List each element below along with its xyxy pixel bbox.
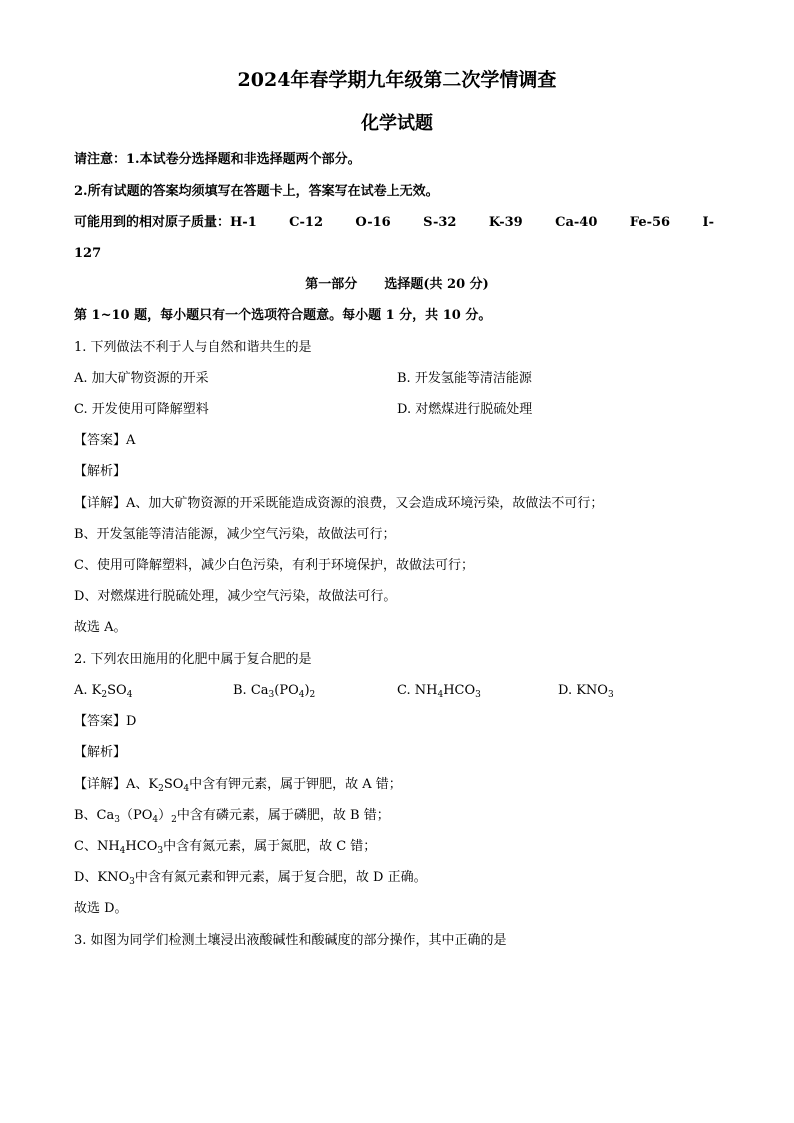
question-2-option-b: B. $Ca_3(PO_4)_2$ xyxy=(233,683,316,700)
atomic-mass-continued: 127 xyxy=(74,246,102,261)
question-1-answer: 【答案】A xyxy=(74,433,136,448)
page-subtitle: 化学试题 xyxy=(361,113,433,134)
question-2-detail-c: C、$NH_4HCO_3$中含有氮元素，属于氮肥，故 C 错； xyxy=(74,839,377,856)
atomic-mass-item: C-12 xyxy=(289,215,323,230)
question-1-detail-c: C、使用可降解塑料，减少白色污染，有利于环境保护，故做法可行； xyxy=(74,558,474,573)
question-2-option-c: C. $NH_4HCO_3$ xyxy=(397,683,481,700)
question-1-detail-d: D、对燃煤进行脱硫处理，减少空气污染，故做法可行。 xyxy=(74,589,397,604)
question-1-option-a: A. 加大矿物资源的开采 xyxy=(74,371,209,386)
atomic-mass-item: Ca-40 xyxy=(555,215,598,230)
atomic-mass-item: I- xyxy=(702,215,714,230)
question-2-answer: 【答案】D xyxy=(74,714,137,729)
atomic-masses-row xyxy=(74,213,714,233)
question-1-detail-b: B、开发氢能等清洁能源，减少空气污染，故做法可行； xyxy=(74,527,396,542)
question-2-option-a: A. $K_2SO_4$ xyxy=(74,683,133,700)
question-1-option-d: D. 对燃煤进行脱硫处理 xyxy=(397,402,533,417)
section-heading: 第一部分 选择题(共 20 分) xyxy=(305,277,489,292)
atomic-mass-item: O-16 xyxy=(355,215,391,230)
question-2-stem: 2. 下列农田施用的化肥中属于复合肥的是 xyxy=(74,652,312,667)
question-1-option-b: B. 开发氢能等清洁能源 xyxy=(397,371,532,386)
question-1-stem: 1. 下列做法不利于人与自然和谐共生的是 xyxy=(74,340,312,355)
question-2-detail-d: D、$KNO_3$中含有氮元素和钾元素，属于复合肥，故 D 正确。 xyxy=(74,870,427,887)
question-1-detail-a: 【详解】A、加大矿物资源的开采既能造成资源的浪费，又会造成环境污染，故做法不可行； xyxy=(74,496,604,511)
question-1-analysis-label: 【解析】 xyxy=(74,464,127,479)
atomic-mass-item: Fe-56 xyxy=(629,215,671,230)
note-1: 请注意：1.本试卷分选择题和非选择题两个部分。 xyxy=(74,152,361,167)
note-2: 2.所有试题的答案均须填写在答题卡上，答案写在试卷上无效。 xyxy=(74,184,439,199)
atomic-mass-item: K-39 xyxy=(488,215,523,230)
atomic-masses-label: 可能用到的相对原子质量：H-1 xyxy=(74,215,257,230)
question-2-option-d: D. $KNO_3$ xyxy=(558,683,614,700)
question-1-option-c: C. 开发使用可降解塑料 xyxy=(74,402,209,417)
question-1-conclusion: 故选 A。 xyxy=(74,620,127,635)
question-2-detail-a: 【详解】A、$K_2SO_4$中含有钾元素，属于钾肥，故 A 错； xyxy=(74,777,402,794)
question-2-analysis-label: 【解析】 xyxy=(74,745,127,760)
question-2-conclusion: 故选 D。 xyxy=(74,901,128,916)
section-instruction: 第 1~10 题，每小题只有一个选项符合题意。每小题 1 分，共 10 分。 xyxy=(74,308,492,323)
page-title: 2024年春学期九年级第二次学情调查 xyxy=(237,69,557,91)
atomic-mass-item: S-32 xyxy=(423,215,457,230)
question-2-detail-b: B、$Ca_3(PO_4)_2$中含有磷元素，属于磷肥，故 B 错； xyxy=(74,808,390,825)
question-3-stem: 3. 如图为同学们检测土壤浸出液酸碱性和酸碱度的部分操作，其中正确的是 xyxy=(74,933,507,948)
